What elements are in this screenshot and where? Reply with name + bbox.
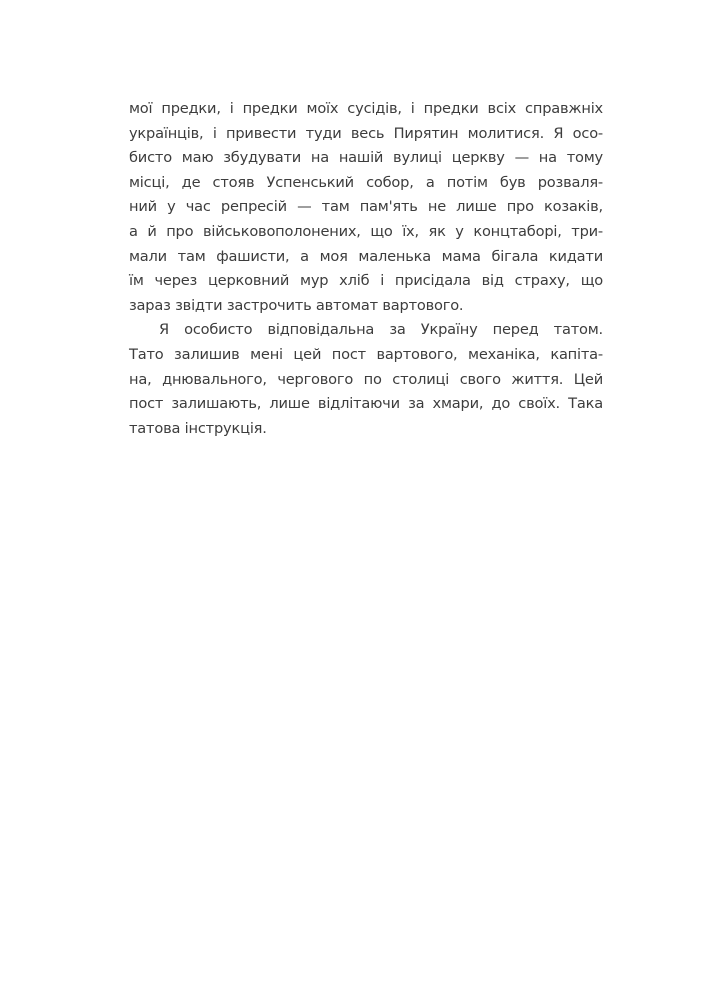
text-line: місці, де стояв Успенський собор, а потім був розваля-: [129, 173, 603, 191]
text-line: зараз звідти застрочить автомат вартового.: [129, 296, 464, 314]
text-line: мали там фашисти, а моя маленька мама бігала кидати: [129, 247, 603, 265]
text-line: їм через церковний мур хліб і присідала від страху, що: [129, 272, 603, 290]
text-line: а й про військовополонених, що їх, як у концтаборі, три-: [129, 222, 603, 240]
text-line: українців, і привести туди весь Пирятин молитися. Я осо-: [129, 124, 603, 142]
text-line: Я особисто відповідальна за Україну перед татом.: [159, 321, 603, 339]
body-text: [129, 97, 603, 441]
text-line: на, днювального, чергового по столиці свого життя. Цей: [129, 370, 603, 388]
text-line: татова інструкція.: [129, 419, 267, 437]
text-line: ний у час репресій — там пам'ять не лише про козаків,: [129, 198, 603, 216]
paragraph: [129, 97, 603, 318]
text-line: мої предки, і предки моїх сусідів, і предки всіх справжніх: [129, 100, 603, 117]
text-line: бисто маю збудувати на нашій вулиці церкву — на тому: [129, 149, 603, 167]
text-line: Тато залишив мені цей пост вартового, механіка, капіта-: [129, 345, 603, 363]
paragraph: [129, 318, 603, 441]
text-line: пост залишають, лише відлітаючи за хмари, до своїх. Така: [129, 395, 603, 413]
